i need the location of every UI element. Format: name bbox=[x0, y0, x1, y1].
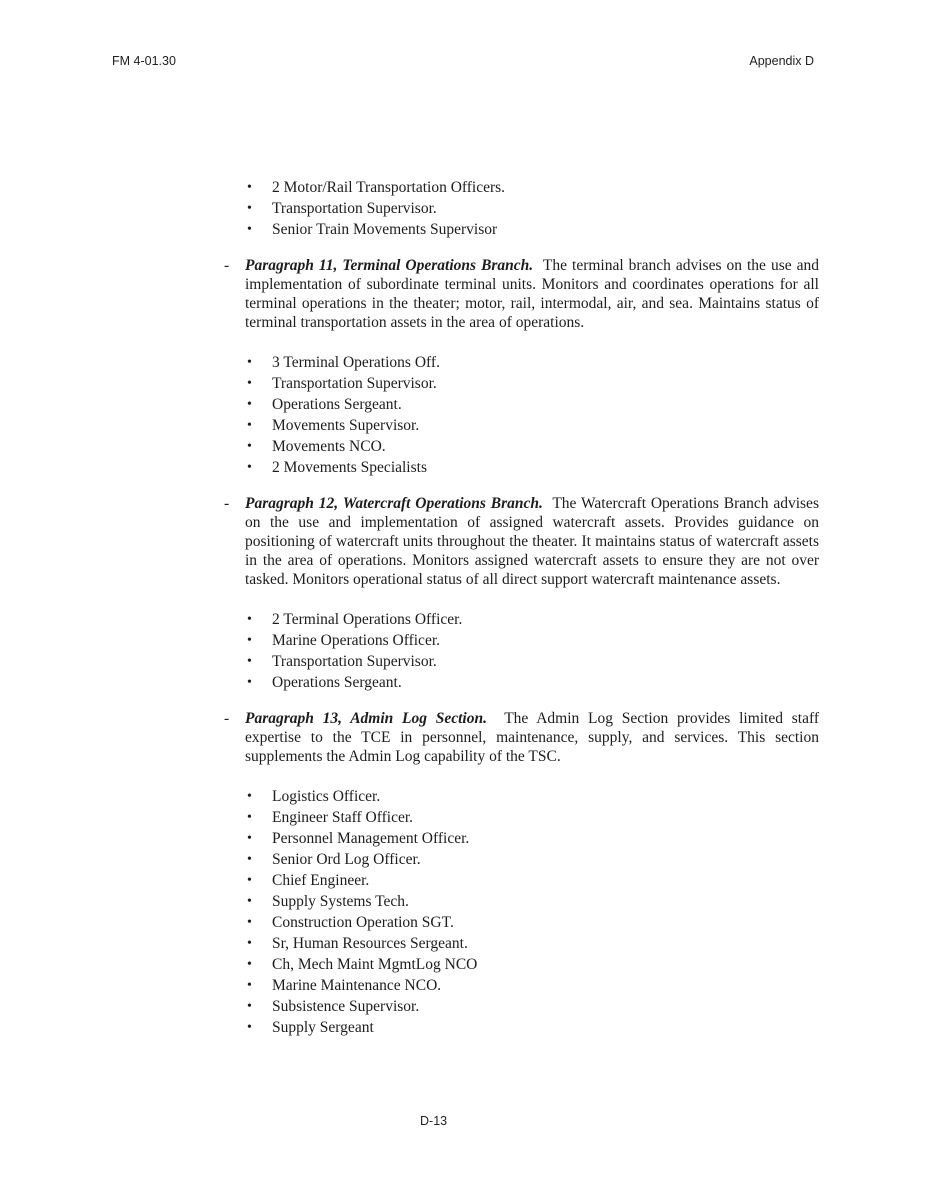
list-item-text: Subsistence Supervisor. bbox=[272, 998, 420, 1015]
paragraph-body: The Admin Log Section provides limited staff expertise to the TCE in personnel, maintenance, supply, and services. This section supplements the Admin Log capability of the TSC. bbox=[245, 710, 819, 765]
list-item bbox=[245, 849, 819, 870]
bullet-icon: • bbox=[247, 439, 252, 454]
list-item bbox=[245, 609, 819, 630]
list-item-text: 2 Movements Specialists bbox=[272, 459, 427, 476]
bullet-icon: • bbox=[247, 654, 252, 669]
list-item-text: Sr, Human Resources Sergeant. bbox=[272, 935, 468, 952]
dash-marker-icon: - bbox=[224, 495, 230, 512]
header-document-id: FM 4-01.30 bbox=[112, 54, 176, 68]
list-item-text: Senior Ord Log Officer. bbox=[272, 851, 421, 868]
bullet-icon: • bbox=[247, 999, 252, 1014]
list-item bbox=[245, 436, 819, 457]
header-appendix-label: Appendix D bbox=[749, 54, 814, 68]
list-item-text: Transportation Supervisor. bbox=[272, 200, 437, 217]
list-item-text: Operations Sergeant. bbox=[272, 674, 402, 691]
list-item-text: Logistics Officer. bbox=[272, 788, 381, 805]
bullet-icon: • bbox=[247, 376, 252, 391]
list-item-text: Chief Engineer. bbox=[272, 872, 370, 889]
bullet-icon: • bbox=[247, 789, 252, 804]
list-item bbox=[245, 1017, 819, 1038]
list-item bbox=[245, 373, 819, 394]
paragraph-block bbox=[224, 709, 819, 766]
list-item-text: Operations Sergeant. bbox=[272, 396, 402, 413]
bullet-list bbox=[245, 177, 819, 240]
list-item bbox=[245, 394, 819, 415]
page-header bbox=[112, 54, 814, 68]
bullet-icon: • bbox=[247, 612, 252, 627]
list-item-text: Ch, Mech Maint MgmtLog NCO bbox=[272, 956, 478, 973]
list-item bbox=[245, 651, 819, 672]
bullet-icon: • bbox=[247, 936, 252, 951]
bullet-list bbox=[245, 352, 819, 478]
bullet-icon: • bbox=[247, 180, 252, 195]
list-item bbox=[245, 828, 819, 849]
list-item-text: Personnel Management Officer. bbox=[272, 830, 470, 847]
list-item-text: Movements Supervisor. bbox=[272, 417, 420, 434]
list-item bbox=[245, 177, 819, 198]
bullet-icon: • bbox=[247, 397, 252, 412]
bullet-icon: • bbox=[247, 978, 252, 993]
list-item-text: Supply Sergeant bbox=[272, 1019, 374, 1036]
bullet-icon: • bbox=[247, 675, 252, 690]
bullet-icon: • bbox=[247, 1020, 252, 1035]
bullet-icon: • bbox=[247, 810, 252, 825]
paragraph-body: The Watercraft Operations Branch advises on the use and implementation of assigned watercraft assets. Provides guidance on positioning of watercraft units throughout the theater. It maintains status of watercraft assets in the area of operations. Monitors assigned watercraft assets to ensure they are not over tasked. Monitors operational status of all direct support watercraft maintenance assets. bbox=[245, 495, 819, 588]
bullet-icon: • bbox=[247, 355, 252, 370]
bullet-icon: • bbox=[247, 957, 252, 972]
list-item-text: Supply Systems Tech. bbox=[272, 893, 409, 910]
list-item-text: 3 Terminal Operations Off. bbox=[272, 354, 440, 371]
bullet-icon: • bbox=[247, 873, 252, 888]
bullet-icon: • bbox=[247, 222, 252, 237]
page-footer bbox=[420, 1114, 447, 1128]
bullet-icon: • bbox=[247, 894, 252, 909]
page-number: D-13 bbox=[420, 1114, 448, 1128]
list-item bbox=[245, 630, 819, 651]
list-item bbox=[245, 975, 819, 996]
list-item bbox=[245, 786, 819, 807]
bullet-list bbox=[245, 786, 819, 1038]
list-item-text: 2 Motor/Rail Transportation Officers. bbox=[272, 179, 506, 196]
list-item bbox=[245, 807, 819, 828]
list-item-text: Transportation Supervisor. bbox=[272, 375, 437, 392]
paragraph-block bbox=[224, 494, 819, 589]
paragraph-title: Paragraph 12, Watercraft Operations Branch. bbox=[245, 495, 543, 512]
list-item-text: Movements NCO. bbox=[272, 438, 386, 455]
list-item-text: Marine Maintenance NCO. bbox=[272, 977, 442, 994]
list-item bbox=[245, 457, 819, 478]
bullet-icon: • bbox=[247, 633, 252, 648]
list-item bbox=[245, 352, 819, 373]
bullet-icon: • bbox=[247, 460, 252, 475]
list-item-text: 2 Terminal Operations Officer. bbox=[272, 611, 463, 628]
paragraph-title: Paragraph 11, Terminal Operations Branch. bbox=[245, 257, 534, 274]
paragraph-block bbox=[224, 256, 819, 332]
list-item-text: Senior Train Movements Supervisor bbox=[272, 221, 498, 238]
bullet-icon: • bbox=[247, 418, 252, 433]
paragraph-body: The terminal branch advises on the use and implementation of subordinate terminal units. Monitors and coordinates operations for all terminal operations in the theater; motor, rail, intermodal, air, and sea. Maintains status of terminal transportation assets in the area of operations. bbox=[245, 257, 819, 331]
bullet-icon: • bbox=[247, 201, 252, 216]
list-item bbox=[245, 219, 819, 240]
list-item-text: Construction Operation SGT. bbox=[272, 914, 454, 931]
bullet-list bbox=[245, 609, 819, 693]
dash-marker-icon: - bbox=[224, 710, 230, 727]
bullet-icon: • bbox=[247, 831, 252, 846]
list-item bbox=[245, 870, 819, 891]
list-item bbox=[245, 415, 819, 436]
list-item bbox=[245, 954, 819, 975]
bullet-icon: • bbox=[247, 852, 252, 867]
dash-marker-icon: - bbox=[224, 257, 230, 274]
list-item-text: Transportation Supervisor. bbox=[272, 653, 437, 670]
document-body bbox=[224, 177, 819, 1038]
list-item-text: Engineer Staff Officer. bbox=[272, 809, 414, 826]
list-item bbox=[245, 891, 819, 912]
list-item bbox=[245, 198, 819, 219]
list-item bbox=[245, 912, 819, 933]
bullet-icon: • bbox=[247, 915, 252, 930]
list-item bbox=[245, 672, 819, 693]
paragraph-title: Paragraph 13, Admin Log Section. bbox=[245, 710, 487, 727]
list-item bbox=[245, 933, 819, 954]
list-item bbox=[245, 996, 819, 1017]
list-item-text: Marine Operations Officer. bbox=[272, 632, 441, 649]
